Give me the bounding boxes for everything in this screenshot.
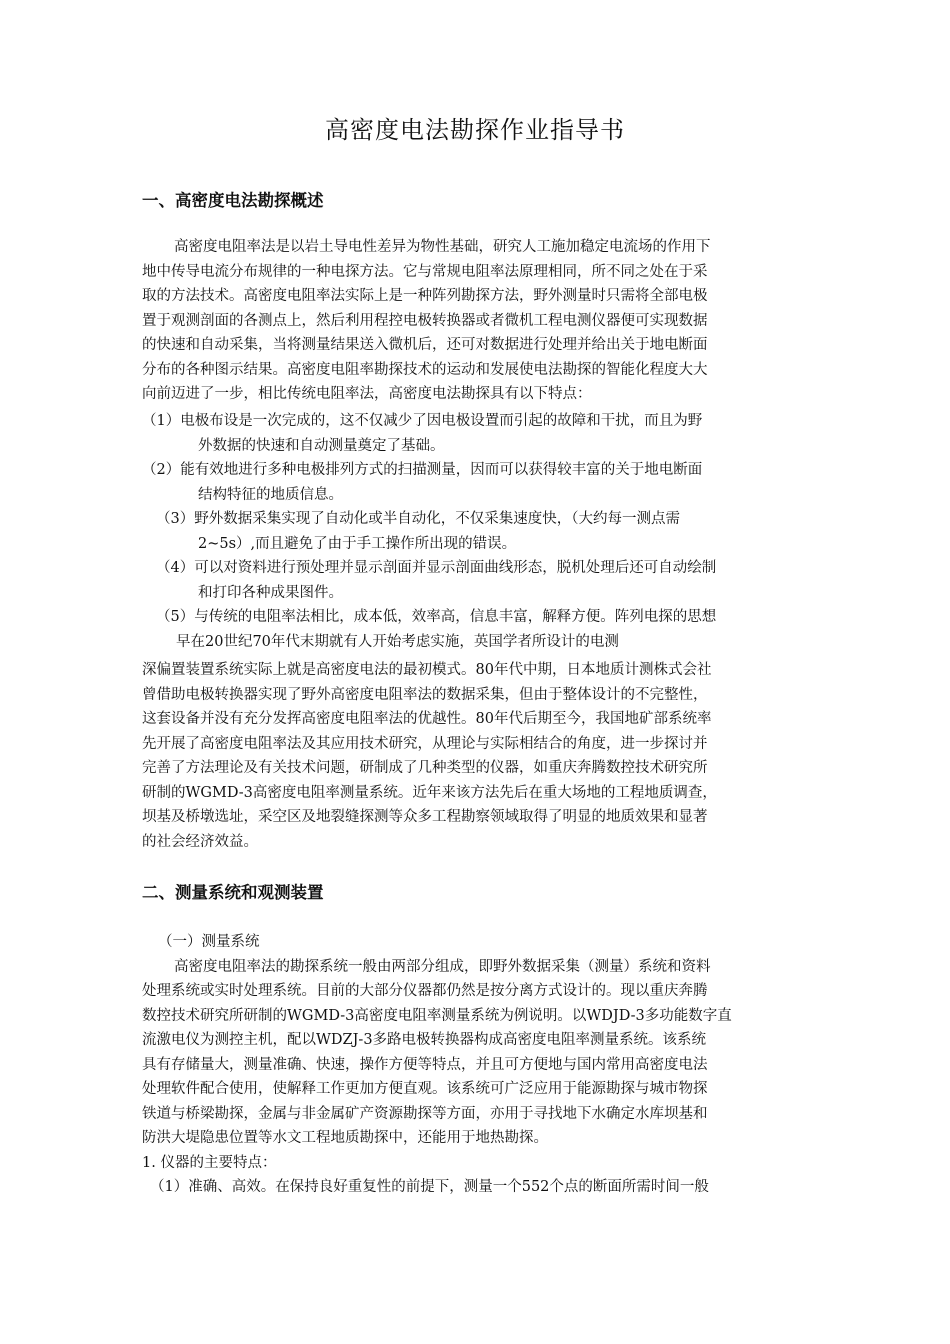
text-line: 深偏置装置系统实际上就是高密度电法的最初模式。80年代中期，日本地质计测株式会社 bbox=[142, 662, 712, 678]
list-item-continuation: 结构特征的地质信息。 bbox=[198, 486, 343, 503]
text-line: 的快速和自动采集，当将测量结果送入微机后，还可对数据进行处理并给出关于地电断面 bbox=[142, 337, 708, 353]
list-item: （3）野外数据采集实现了自动化或半自动化，不仅采集速度快，（大约每一测点需 bbox=[156, 511, 680, 527]
document-title: 高密度电法勘探作业指导书 bbox=[325, 116, 625, 144]
text-line: 铁道与桥梁勘探，金属与非金属矿产资源勘探等方面，亦用于寻找地下水确定水库坝基和 bbox=[142, 1105, 708, 1122]
list-item: （1）准确、高效。在保持良好重复性的前提下，测量一个552个点的断面所需时间一般 bbox=[150, 1179, 709, 1195]
measurement-section bbox=[142, 930, 812, 1200]
text-line: 的社会经济效益。 bbox=[142, 833, 258, 850]
text-line: 地中传导电流分布规律的一种电探方法。它与常规电阻率法原理相同，所不同之处在于采 bbox=[142, 263, 708, 280]
list-item-continuation: 外数据的快速和自动测量奠定了基础。 bbox=[198, 437, 445, 454]
section-heading-measurement: 二、测量系统和观测装置 bbox=[142, 883, 324, 902]
text-line: 具有存储量大，测量准确、快速，操作方便等特点，并且可方便地与国内常用高密度电法 bbox=[142, 1056, 708, 1073]
text-line: 向前迈进了一步，相比传统电阻率法，高密度电法勘探具有以下特点： bbox=[142, 386, 592, 402]
list-item-continuation: 2~5s）,而且避免了由于手工操作所出现的错误。 bbox=[198, 535, 517, 552]
text-line: 数控技术研究所研制的WGMD-3高密度电阻率测量系统为例说明。以WDJD-3多功能数字直 bbox=[142, 1007, 732, 1024]
overview-paragraph bbox=[142, 235, 812, 407]
features-heading: 1. 仪器的主要特点： bbox=[142, 1154, 277, 1171]
text-line: 这套设备并没有充分发挥高密度电阻率法的优越性。80年代后期至今，我国地矿部系统率 bbox=[142, 711, 712, 727]
list-item: （5）与传统的电阻率法相比，成本低，效率高，信息丰富，解释方便。阵列电探的思想 bbox=[156, 609, 717, 625]
text-line: 防洪大堤隐患位置等水文工程地质勘探中，还能用于地热勘探。 bbox=[142, 1130, 548, 1146]
history-paragraph bbox=[142, 658, 812, 854]
text-line: 处理系统或实时处理系统。目前的大部分仪器都仍然是按分离方式设计的。现以重庆奔腾 bbox=[142, 983, 708, 999]
text-line: 研制的WGMD-3高密度电阻率测量系统。近年来该方法先后在重大场地的工程地质调查， bbox=[142, 784, 717, 801]
list-item-continuation: 早在20世纪70年代末期就有人开始考虑实施，英国学者所设计的电测 bbox=[176, 633, 619, 650]
list-item: （1）电极布设是一次完成的，这不仅减少了因电极设置而引起的故障和干扰，而且为野 bbox=[142, 413, 703, 429]
text-line: 完善了方法理论及有关技术问题，研制成了几种类型的仪器，如重庆奔腾数控技术研究所 bbox=[142, 760, 708, 776]
text-line: 置于观测剖面的各测点上，然后利用程控电极转换器或者微机工程电测仪器便可实现数据 bbox=[142, 312, 708, 329]
section-heading-overview: 一、高密度电法勘探概述 bbox=[142, 191, 324, 210]
text-line: 分布的各种图示结果。高密度电阻率勘探技术的运动和发展使电法勘探的智能化程度大大 bbox=[142, 361, 708, 378]
feature-list bbox=[142, 409, 812, 654]
text-line: 高密度电阻率法是以岩土导电性差异为物性基础，研究人工施加稳定电流场的作用下 bbox=[174, 239, 711, 255]
text-line: 坝基及桥墩选址，采空区及地裂缝探测等众多工程勘察领域取得了明显的地质效果和显著 bbox=[142, 809, 708, 825]
list-item: （4）可以对资料进行预处理并显示剖面并显示剖面曲线形态，脱机处理后还可自动绘制 bbox=[156, 560, 717, 576]
text-line: 高密度电阻率法的勘探系统一般由两部分组成，即野外数据采集（测量）系统和资料 bbox=[174, 958, 711, 975]
text-line: 先开展了高密度电阻率法及其应用技术研究，从理论与实际相结合的角度，进一步探讨并 bbox=[142, 735, 708, 752]
subsection-heading: （一）测量系统 bbox=[158, 934, 260, 950]
text-line: 取的方法技术。高密度电阻率法实际上是一种阵列勘探方法，野外测量时只需将全部电极 bbox=[142, 288, 708, 304]
text-line: 流激电仪为测控主机，配以WDZJ-3多路电极转换器构成高密度电阻率测量系统。该系统 bbox=[142, 1032, 707, 1048]
list-item-continuation: 和打印各种成果图件。 bbox=[198, 584, 343, 601]
list-item: （2）能有效地进行多种电极排列方式的扫描测量，因而可以获得较丰富的关于地电断面 bbox=[142, 462, 703, 478]
text-line: 处理软件配合使用，使解释工作更加方便直观。该系统可广泛应用于能源勘探与城市物探 bbox=[142, 1081, 708, 1097]
text-line: 曾借助电极转换器实现了野外高密度电阻率法的数据采集，但由于整体设计的不完整性， bbox=[142, 686, 708, 703]
